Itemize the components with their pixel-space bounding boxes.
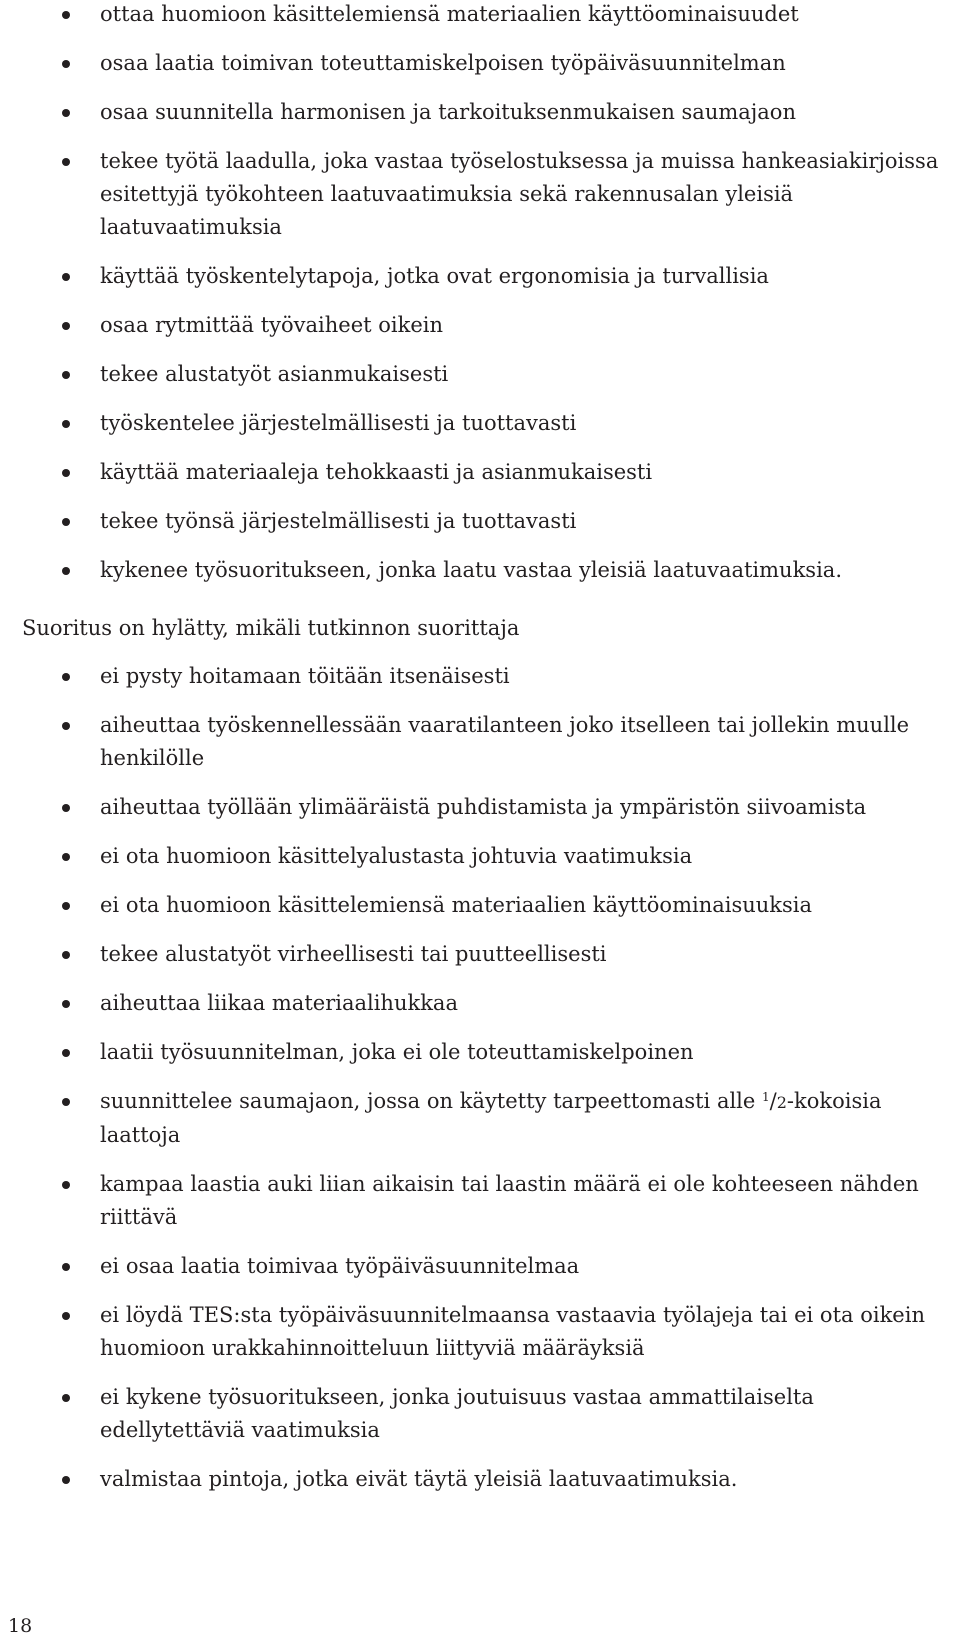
bullet-icon xyxy=(62,158,70,166)
rejection-intro: Suoritus on hylätty, mikäli tutkinnon suorittaja xyxy=(22,616,520,640)
list-item xyxy=(0,1381,960,1447)
list-item-text: tekee alustatyöt asianmukaisesti xyxy=(100,362,449,386)
bullet-icon xyxy=(62,1263,70,1271)
list-item xyxy=(0,358,960,391)
list-item-text: ei osaa laatia toimivaa työpäiväsuunnitelmaa xyxy=(100,1254,580,1278)
list-item xyxy=(0,889,960,922)
list-item-text: ei löydä TES:sta työpäiväsuunnitelmaansa vastaavia työlajeja tai ei ota oikein huomioon urakkahinnoitteluun liittyviä määräyksiä xyxy=(100,1303,925,1360)
list-item-text: tekee työtä laadulla, joka vastaa työselostuksessa ja muissa hankeasiakirjoissa esitettyjä työkohteen laatuvaatimuksia sekä rakennusalan yleisiä laatuvaatimuksia xyxy=(100,149,939,239)
bullet-icon xyxy=(62,371,70,379)
list-item xyxy=(0,1085,960,1152)
list-item-text: aiheuttaa työllään ylimääräistä puhdistamista ja ympäristön siivoamista xyxy=(100,795,867,819)
list-item xyxy=(0,1463,960,1496)
bullet-icon xyxy=(62,322,70,330)
list-item xyxy=(0,96,960,129)
list-item xyxy=(0,505,960,538)
list-item xyxy=(0,456,960,489)
list-item-text: käyttää materiaaleja tehokkaasti ja asianmukaisesti xyxy=(100,460,653,484)
bullet-icon xyxy=(62,567,70,575)
list-item-text: käyttää työskentelytapoja, jotka ovat ergonomisia ja turvallisia xyxy=(100,264,769,288)
list-item-text: tekee alustatyöt virheellisesti tai puutteellisesti xyxy=(100,942,607,966)
bullet-icon xyxy=(62,11,70,19)
bullet-icon xyxy=(62,1181,70,1189)
bullet-icon xyxy=(62,109,70,117)
list-item xyxy=(0,407,960,440)
criteria-list-accepted xyxy=(0,0,960,603)
list-item-text: osaa rytmittää työvaiheet oikein xyxy=(100,313,443,337)
bullet-icon xyxy=(62,60,70,68)
bullet-icon xyxy=(62,273,70,281)
list-item-text: osaa suunnitella harmonisen ja tarkoituksenmukaisen saumajaon xyxy=(100,100,796,124)
bullet-icon xyxy=(62,722,70,730)
bullet-icon xyxy=(62,1049,70,1057)
list-item xyxy=(0,0,960,31)
fraction-slash: / xyxy=(769,1089,777,1113)
list-item xyxy=(0,660,960,693)
list-item xyxy=(0,47,960,80)
list-item-text: valmistaa pintoja, jotka eivät täytä yleisiä laatuvaatimuksia. xyxy=(100,1467,738,1491)
list-item xyxy=(0,309,960,342)
list-item-text: laatii työsuunnitelman, joka ei ole toteuttamiskelpoinen xyxy=(100,1040,694,1064)
list-item xyxy=(0,840,960,873)
bullet-icon xyxy=(62,1098,70,1106)
list-item xyxy=(0,145,960,244)
bullet-icon xyxy=(62,518,70,526)
list-item-text: ei ota huomioon käsittelyalustasta johtuvia vaatimuksia xyxy=(100,844,693,868)
bullet-icon xyxy=(62,853,70,861)
bullet-icon xyxy=(62,420,70,428)
bullet-icon xyxy=(62,1312,70,1320)
bullet-icon xyxy=(62,804,70,812)
list-item xyxy=(0,987,960,1020)
list-item xyxy=(0,260,960,293)
list-item-text: aiheuttaa työskennellessään vaaratilanteen joko itselleen tai jollekin muulle henkilölle xyxy=(100,713,910,770)
criteria-list-rejected xyxy=(0,660,960,1512)
bullet-icon xyxy=(62,1476,70,1484)
fraction-numerator: 1 xyxy=(762,1090,770,1104)
list-item xyxy=(0,1250,960,1283)
page-number: 18 xyxy=(8,1615,33,1637)
list-item xyxy=(0,1299,960,1365)
list-item xyxy=(0,791,960,824)
list-item-text-before: suunnittelee saumajaon, jossa on käytetty tarpeettomasti alle xyxy=(100,1089,763,1113)
list-item-text: kykenee työsuoritukseen, jonka laatu vastaa yleisiä laatuvaatimuksia. xyxy=(100,558,842,582)
list-item xyxy=(0,1036,960,1069)
list-item xyxy=(0,1168,960,1234)
list-item-text: aiheuttaa liikaa materiaalihukkaa xyxy=(100,991,458,1015)
bullet-icon xyxy=(62,902,70,910)
list-item xyxy=(0,554,960,587)
list-item xyxy=(0,938,960,971)
bullet-icon xyxy=(62,469,70,477)
bullet-icon xyxy=(62,1394,70,1402)
list-item-text: ei pysty hoitamaan töitään itsenäisesti xyxy=(100,664,510,688)
bullet-icon xyxy=(62,673,70,681)
list-item xyxy=(0,709,960,775)
list-item-text: työskentelee järjestelmällisesti ja tuottavasti xyxy=(100,411,577,435)
list-item-text: ei ota huomioon käsittelemiensä materiaalien käyttöominaisuuksia xyxy=(100,893,813,917)
list-item-text: osaa laatia toimivan toteuttamiskelpoisen työpäiväsuunnitelman xyxy=(100,51,786,75)
list-item-text: tekee työnsä järjestelmällisesti ja tuottavasti xyxy=(100,509,577,533)
list-item-text: ei kykene työsuoritukseen, jonka joutuisuus vastaa ammattilaiselta edellytettäviä vaatimuksia xyxy=(100,1385,814,1442)
bullet-icon xyxy=(62,951,70,959)
fraction-denominator: 2 xyxy=(776,1093,787,1112)
list-item-text: ottaa huomioon käsittelemiensä materiaalien käyttöominaisuudet xyxy=(100,2,799,26)
list-item-text: kampaa laastia auki liian aikaisin tai laastin määrä ei ole kohteeseen nähden riittävä xyxy=(100,1172,919,1229)
list-item-text-after: -kokoisia laattoja xyxy=(100,1089,882,1147)
bullet-icon xyxy=(62,1000,70,1008)
